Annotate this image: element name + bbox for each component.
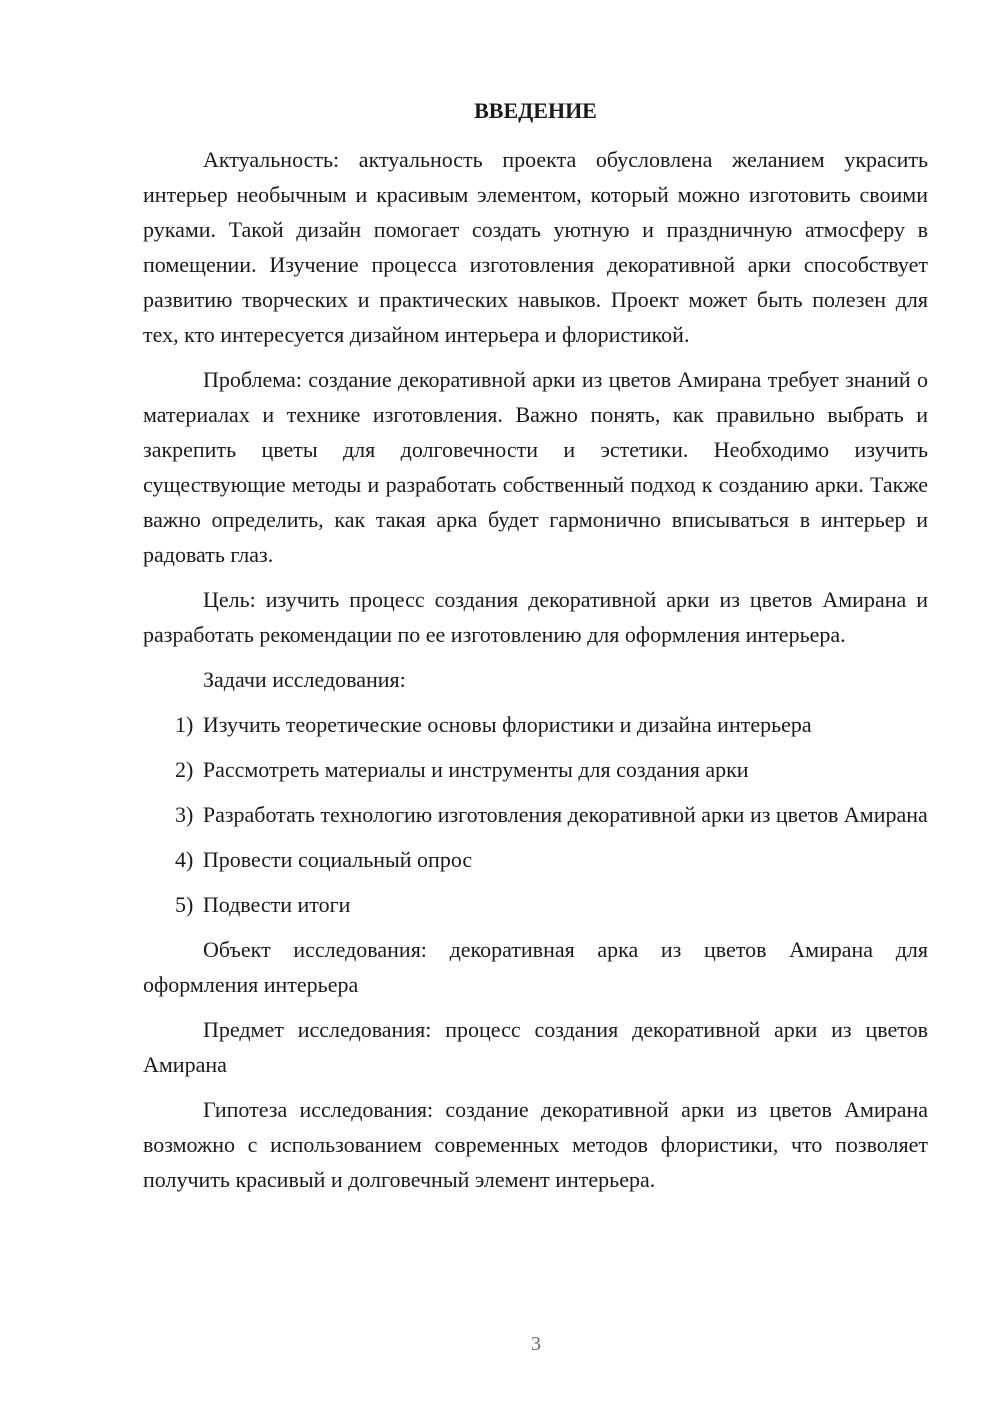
list-item — [143, 707, 928, 742]
list-item-text: Подвести итоги — [202, 892, 351, 917]
relevance-paragraph: Актуальность: актуальность проекта обусловлена желанием украсить интерьер необычным и красивым элементом, который можно изготовить своими руками. Такой дизайн помогает создать уютную и праздничную атмосферу в помещении. Изучение процесса изготовления декоративной арки способствует развитию творческих и практических навыков. Проект может быть полезен для тех, кто интересуется дизайном интерьера и флористикой. — [143, 147, 928, 347]
list-item — [143, 797, 928, 832]
list-item-number: 3) — [175, 802, 194, 827]
page-content — [143, 93, 928, 1207]
list-item-number: 4) — [175, 847, 194, 872]
list-item-text: Рассмотреть материалы и инструменты для создания арки — [202, 757, 749, 782]
section-title: ВВЕДЕНИЕ — [474, 98, 597, 123]
list-item — [143, 887, 928, 922]
list-item — [143, 752, 928, 787]
list-item-number: 2) — [175, 757, 194, 782]
tasks-heading: Задачи исследования: — [203, 667, 406, 692]
list-item — [143, 842, 928, 877]
list-item-number: 5) — [175, 892, 194, 917]
tasks-list — [143, 707, 928, 922]
list-item-text: Провести социальный опрос — [202, 847, 473, 872]
page-number: 3 — [531, 1333, 541, 1355]
hypothesis-paragraph: Гипотеза исследования: создание декоративной арки из цветов Амирана возможно с использованием современных методов флористики, что позволяет получить красивый и долговечный элемент интерьера. — [143, 1097, 928, 1192]
problem-paragraph: Проблема: создание декоративной арки из цветов Амирана требует знаний о материалах и технике изготовления. Важно понять, как правильно выбрать и закрепить цветы для долговечности и эстетики. Необходимо изучить существующие методы и разработать собственный подход к созданию арки. Также важно определить, как такая арка будет гармонично вписываться в интерьер и радовать глаз. — [143, 367, 928, 567]
list-item-text: Изучить теоретические основы флористики и дизайна интерьера — [202, 712, 812, 737]
list-item-number: 1) — [175, 712, 194, 737]
goal-paragraph: Цель: изучить процесс создания декоративной арки из цветов Амирана и разработать рекомендации по ее изготовлению для оформления интерьера. — [143, 587, 928, 647]
list-item-text: Разработать технологию изготовления декоративной арки из цветов Амирана — [202, 802, 928, 827]
subject-paragraph: Предмет исследования: процесс создания декоративной арки из цветов Амирана — [143, 1017, 928, 1077]
object-paragraph: Объект исследования: декоративная арка из цветов Амирана для оформления интерьера — [143, 937, 928, 997]
